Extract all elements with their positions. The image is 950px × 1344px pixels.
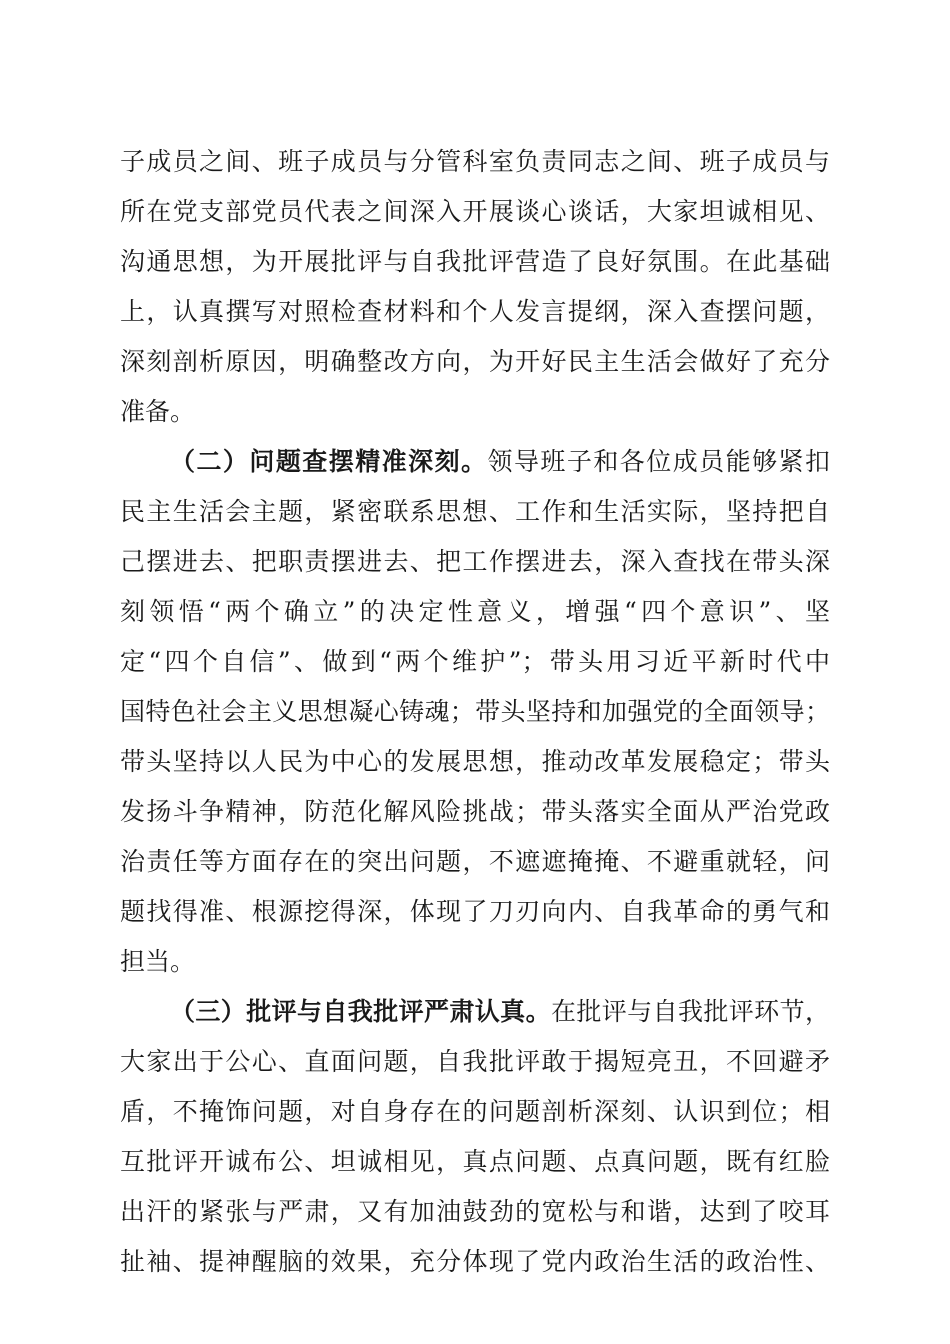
text-line: 发扬斗争精神，防范化解风险挑战；带头落实全面从严治党政	[120, 797, 830, 826]
text-line: 准备。	[120, 397, 196, 426]
text-run: 在批评与自我批评环节，	[550, 997, 830, 1026]
text-line: 子成员之间、班子成员与分管科室负责同志之间、班子成员与	[120, 147, 830, 176]
text-line: 担当。	[120, 947, 196, 976]
text-line: 刻领悟“两个确立”的决定性意义，增强“四个意识”、坚	[120, 597, 830, 626]
text-line: 民主生活会主题，紧密联系思想、工作和生活实际，坚持把自	[120, 497, 830, 526]
text-line: 扯袖、提神醒脑的效果，充分体现了党内政治生活的政治性、	[120, 1247, 830, 1276]
text-line: 深刻剖析原因，明确整改方向，为开好民主生活会做好了充分	[120, 347, 830, 376]
paragraph-first-line	[170, 992, 830, 1032]
text-line: 己摆进去、把职责摆进去、把工作摆进去，深入查找在带头深	[120, 547, 830, 576]
text-line: 定“四个自信”、做到“两个维护”；带头用习近平新时代中	[120, 647, 830, 676]
text-run: 领导班子和各位成员能够紧扣	[487, 447, 830, 476]
text-line: 盾，不掩饰问题，对自身存在的问题剖析深刻、认识到位；相	[120, 1097, 830, 1126]
text-line: 带头坚持以人民为中心的发展思想，推动改革发展稳定；带头	[120, 747, 830, 776]
text-line: 上，认真撰写对照检查材料和个人发言提纲，深入查摆问题，	[120, 297, 830, 326]
text-line: 治责任等方面存在的突出问题，不遮遮掩掩、不避重就轻，问	[120, 847, 830, 876]
text-line: 国特色社会主义思想凝心铸魂；带头坚持和加强党的全面领导；	[120, 697, 830, 726]
section-heading: （二）问题查摆精准深刻。	[170, 447, 488, 476]
text-line: 沟通思想，为开展批评与自我批评营造了良好氛围。在此基础	[120, 247, 830, 276]
paragraph-first-line	[170, 442, 830, 482]
text-line: 大家出于公心、直面问题，自我批评敢于揭短亮丑，不回避矛	[120, 1047, 830, 1076]
text-line: 出汗的紧张与严肃，又有加油鼓劲的宽松与和谐，达到了咬耳	[120, 1197, 830, 1226]
text-line: 互批评开诚布公、坦诚相见，真点问题、点真问题，既有红脸	[120, 1147, 830, 1176]
text-line: 题找得准、根源挖得深，体现了刀刃向内、自我革命的勇气和	[120, 897, 830, 926]
section-heading: （三）批评与自我批评严肃认真。	[170, 997, 551, 1026]
text-line: 所在党支部党员代表之间深入开展谈心谈话，大家坦诚相见、	[120, 197, 830, 226]
